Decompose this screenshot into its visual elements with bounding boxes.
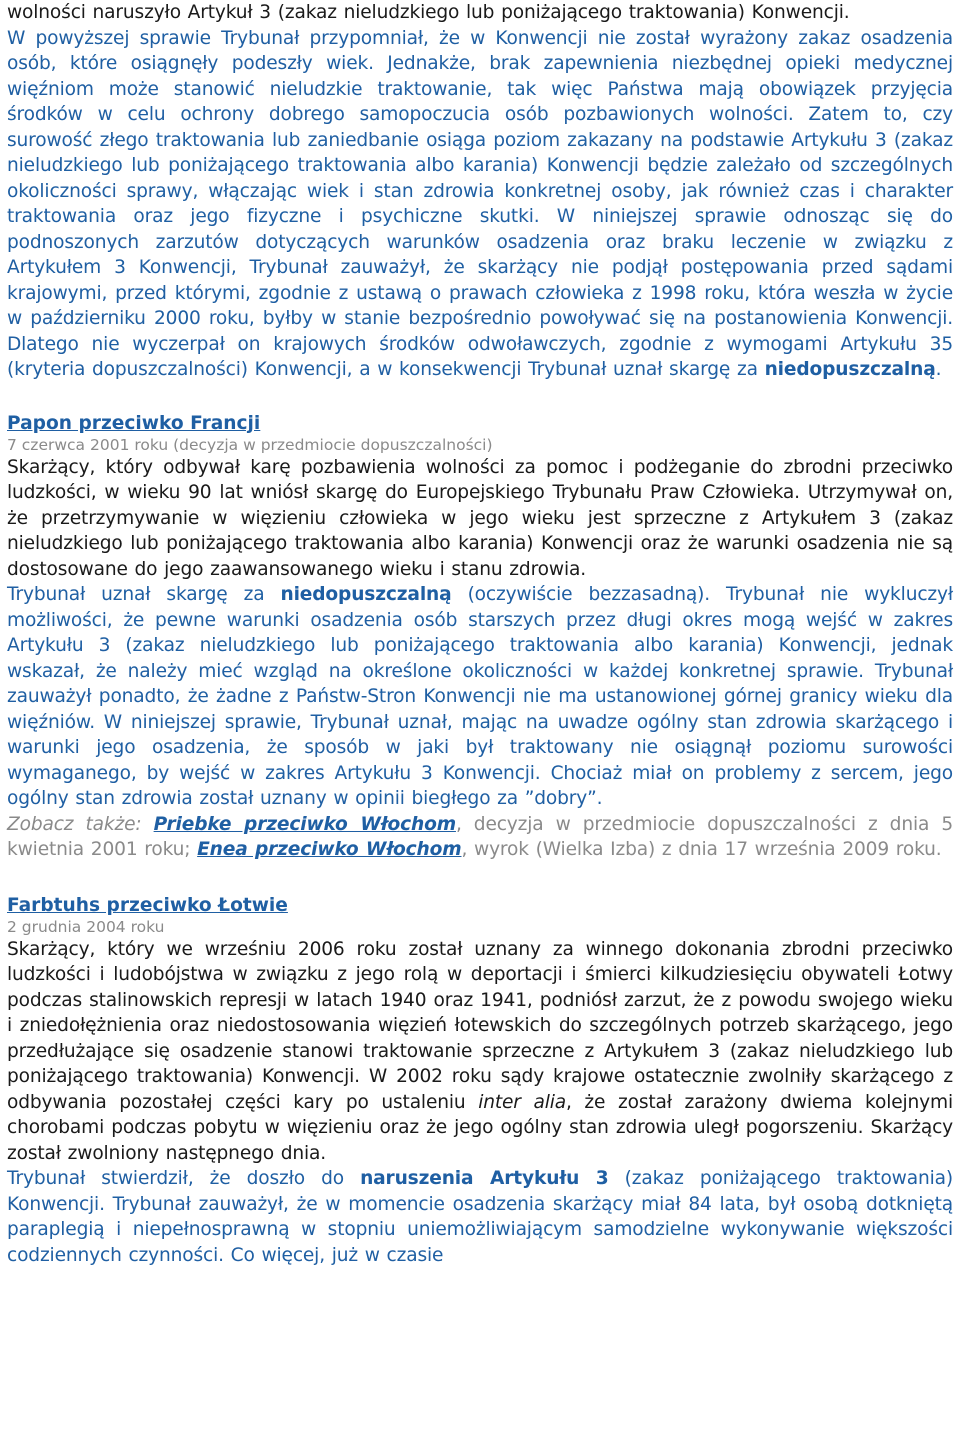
link-priebke[interactable]: Priebke przeciwko Włochom: [153, 813, 456, 835]
intro-paragraph-2: [7, 26, 953, 383]
case-farbtuhs-ruling-rest: (zakaz poniżającego traktowania) Konwencji. Trybunał zauważył, że w momencie osadzenia skarżący miał 84 lata, był osobą dotkniętą paraplegią i niepełnosprawną w stopniu uniemożliwiającym samodzielne wykonywanie większości codziennych czynności. Co więcej, już w czasie: [7, 1168, 953, 1266]
case-farbtuhs-latin: inter alia: [478, 1091, 566, 1113]
see-also-label: Zobacz także:: [7, 813, 142, 835]
case-farbtuhs-section: [7, 895, 953, 1269]
case-papon-section: [7, 413, 953, 863]
case-papon-ruling-outcome: niedopuszczalną: [280, 584, 452, 605]
link-enea[interactable]: Enea przeciwko Włochom: [197, 839, 462, 860]
case-farbtuhs-facts-rest: , że został zarażony dwiema kolejnymi chorobami podczas pobytu w więzieniu oraz że jego ogólny stan zdrowia uległ pogorszeniu. Skarżący został zwolniony następnego dnia.: [7, 1091, 954, 1164]
case-papon-ruling-rest: (oczywiście bezzasadną). Trybunał nie wykluczył możliwości, że pewne warunki osadzenia osób starszych przez długi okres mogą wejść w zakres Artykułu 3 (zakaz nieludzkiego lub poniżającego traktowania albo karania) Konwencji, jednak wskazał, że należy mieć wzgląd na określone okoliczności w każdej konkretnej sprawie. Trybunał zauważył ponadto, że żadne z Państw-Stron Konwencji nie ma ustanowionej górnej granicy wieku dla więźniów. W niniejszej sprawie, Trybunał uznał, mając na uwadze ogólny stan zdrowia skarżącego i warunki jego osadzenia, że sposób w jaki był traktowany nie osiągnął poziomu surowości wymaganego, by wejść w zakres Artykułu 3 Konwencji. Chociaż miał on problemy z sercem, jego ogólny stan zdrowia został uznany w opinii biegłego za ”dobry”.: [7, 584, 953, 809]
intro-ruling-text: W powyższej sprawie Trybunał przypomniał, że w Konwencji nie został wyrażony zakaz osadzenia osób, które osiągnęły podeszły wiek. Jednakże, brak zapewnienia niezbędnej opieki medycznej więźniom może stanowić nieludzkie traktowanie, tak więc Państwa mają obowiązek przyjęcia środków w celu ochrony dobrego samopoczucia osób pozbawionych wolności. Zatem to, czy surowość złego traktowania lub zaniedbanie osiąga poziom zakazany na podstawie Artykułu 3 (zakaz nieludzkiego lub poniżającego traktowania albo karania) Konwencji będzie zależało od szczególnych okoliczności sprawy, włączając wiek i stan zdrowia konkretnej osoby, jak również czas i charakter traktowania oraz jego fizyczne i psychiczne skutki. W niniejszej sprawie odnosząc się do podnoszonych zarzutów dotyczących warunków osadzenia oraz braku leczenie w związku z Artykułem 3 Konwencji, Trybunał zauważył, że skarżący nie podjął postępowania przed sądami krajowymi, przed którymi, zgodnie z ustawą o prawach człowieka z 1998 roku, która weszła w życie w październiku 2000 roku, byłby w stanie bezpośrednio powoływać się na postanowienia Konwencji. Dlatego nie wyczerpał on krajowych środków odwoławczych, zgodnie z wymogami Artykułu 35 (kryteria dopuszczalności) Konwencji, a w konsekwencji Trybunał uznał skargę za: [7, 27, 953, 380]
case-farbtuhs-ruling-text: Trybunał stwierdził, że doszło do: [7, 1168, 361, 1189]
case-papon-title[interactable]: Papon przeciwko Francji: [7, 412, 261, 434]
case-papon-facts: Skarżący, który odbywał karę pozbawienia wolności za pomoc i podżeganie do zbrodni przeciwko ludzkości, w wieku 90 lat wniósł skargę do Europejskiego Trybunału Praw Człowieka. Utrzymywał on, że przetrzymywanie w więzieniu człowieka w jego wieku jest sprzeczne z Artykułem 3 (zakaz nieludzkiego lub poniżającego traktowania albo karania) Konwencji oraz że warunki osadzenia nie są dostosowane do jego zaawansowanego wieku i stanu zdrowia.: [7, 456, 953, 580]
case-farbtuhs-title[interactable]: Farbtuhs przeciwko Łotwie: [7, 894, 288, 916]
case-papon-see-also: [7, 812, 953, 863]
intro-section: [7, 0, 953, 383]
case-papon-ruling: [7, 582, 953, 812]
case-farbtuhs-ruling-outcome: naruszenia Artykułu 3: [360, 1168, 609, 1189]
see-also-mid-text: , decyzja w przedmiocie dopuszczalności z dnia 5 kwietnia 2001 roku;: [7, 813, 954, 860]
see-also-end-text: , wyrok (Wielka Izba) z dnia 17 września 2009 roku.: [461, 839, 942, 860]
case-farbtuhs-date: 2 grudnia 2004 roku: [7, 917, 165, 936]
intro-ruling-end: .: [935, 359, 942, 380]
case-farbtuhs-ruling: [7, 1166, 953, 1268]
case-papon-date: 7 czerwca 2001 roku (decyzja w przedmiocie dopuszczalności): [7, 435, 493, 454]
intro-ruling-outcome: niedopuszczalną: [764, 359, 936, 380]
case-papon-ruling-text: Trybunał uznał skargę za: [7, 584, 281, 605]
case-farbtuhs-facts: [7, 937, 953, 1167]
case-farbtuhs-facts-text: Skarżący, który we wrześniu 2006 roku został uznany za winnego dokonania zbrodni przeciwko ludzkości i ludobójstwa w związku z jego rolą w deportacji i śmierci kilkudziesięciu obywateli Łotwy podczas stalinowskich represji w latach 1940 oraz 1941, podniósł zarzut, że z powodu swojego wieku i zniedołężnienia oraz niedostosowania więzień łotewskich do szczególnych potrzeb skarżącego, jego przedłużające się osadzenie stanowi traktowanie sprzeczne z Artykułem 3 (zakaz nieludzkiego lub poniżającego traktowania) Konwencji. W 2002 roku sądy krajowe ostatecznie zwolniły skarżącego z odbywania pozostałej części kary po ustaleniu: [7, 938, 953, 1113]
intro-paragraph-1: wolności naruszyło Artykuł 3 (zakaz nieludzkiego lub poniżającego traktowania) Konwencji.: [7, 2, 850, 23]
